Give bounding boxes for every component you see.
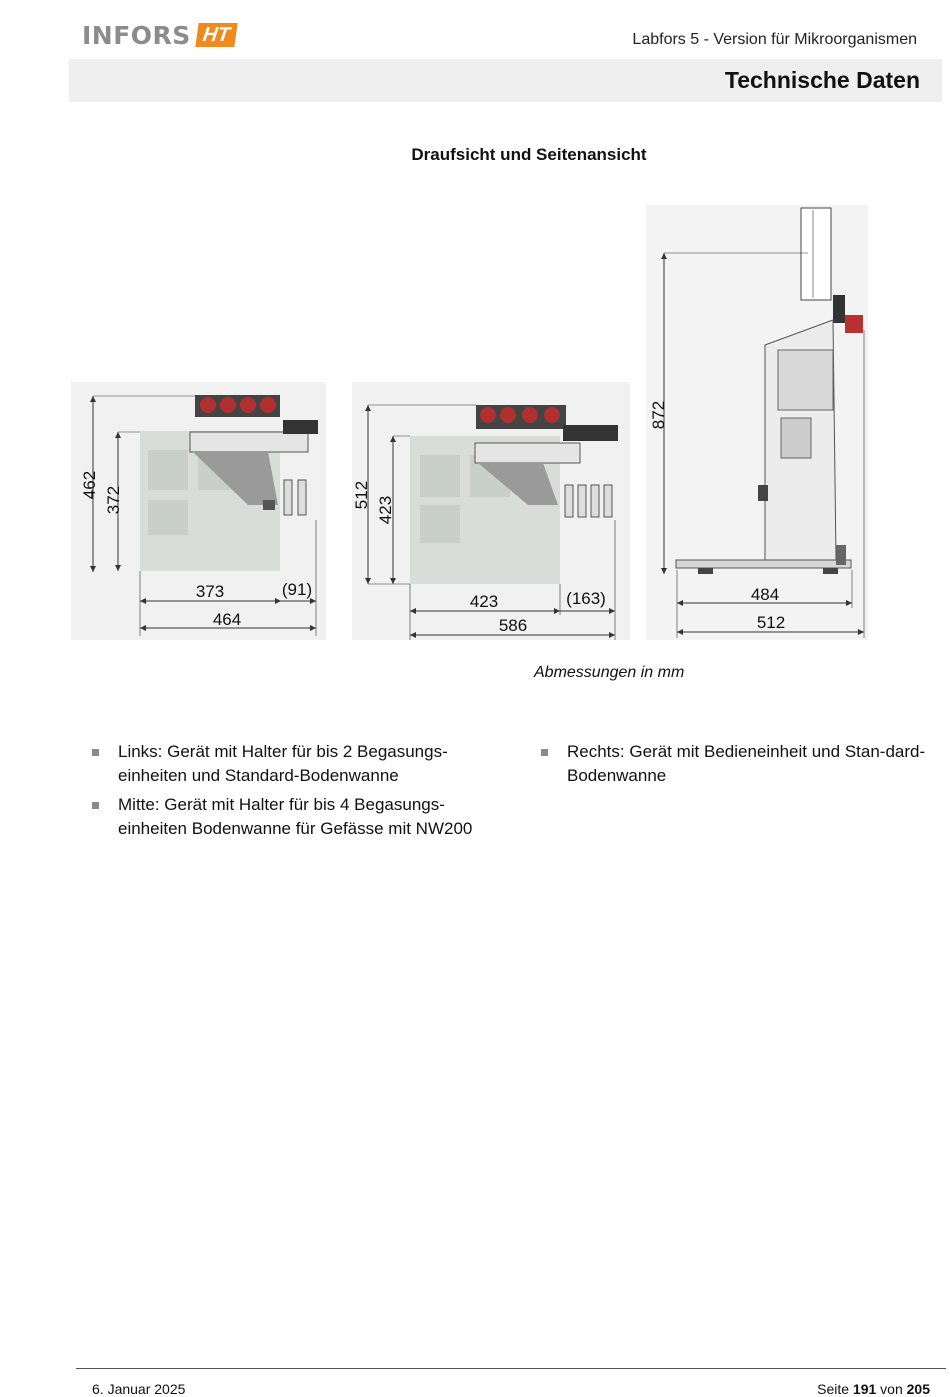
left-height-outer: 462 — [80, 470, 99, 500]
middle-height-inner: 423 — [376, 495, 395, 525]
figure-caption: Abmessungen in mm — [534, 664, 685, 681]
right-width-total: 512 — [756, 613, 786, 632]
page-mid: von — [880, 1381, 903, 1397]
middle-width-base: 423 — [469, 592, 499, 611]
left-width-total: 464 — [212, 610, 242, 629]
bullet-square-icon — [541, 749, 548, 756]
list-item-text: Mitte: Gerät mit Halter für bis 4 Begasungs-einheiten Bodenwanne für Gefässe mit NW200 — [118, 795, 473, 838]
bullet-square-icon — [92, 749, 99, 756]
page-current: 191 — [852, 1381, 877, 1397]
bullet-square-icon — [92, 802, 99, 809]
right-height-total: 872 — [649, 400, 668, 430]
bullet-list-right — [529, 740, 929, 793]
logo-text: INFORS — [82, 20, 191, 50]
footer-divider — [76, 1368, 946, 1369]
document-title: Labfors 5 - Version für Mikroorganismen — [632, 31, 917, 48]
list-item-text: Rechts: Gerät mit Bedieneinheit und Stan-dard-Bodenwanne — [567, 742, 926, 785]
page-prefix: Seite — [817, 1381, 850, 1397]
list-item-text: Links: Gerät mit Halter für bis 2 Begasungs-einheiten und Standard-Bodenwanne — [118, 742, 448, 785]
bullet-list-left — [80, 740, 480, 846]
section-title: Technische Daten — [724, 67, 920, 93]
footer-page-number — [817, 1381, 930, 1397]
page-total: 205 — [906, 1381, 930, 1397]
middle-width-extra: (163) — [566, 589, 606, 608]
middle-width-total: 586 — [498, 616, 528, 635]
left-height-inner: 372 — [104, 485, 123, 515]
list-item — [529, 740, 929, 788]
left-width-extra: (91) — [281, 580, 313, 599]
logo-ht-badge: HT — [195, 23, 237, 47]
left-width-base: 373 — [195, 582, 225, 601]
section-header-bar — [69, 59, 942, 102]
dimension-drawings — [68, 200, 868, 645]
list-item — [80, 740, 480, 788]
right-width-base: 484 — [750, 585, 780, 604]
middle-height-outer: 512 — [352, 480, 371, 510]
footer-date: 6. Januar 2025 — [92, 1381, 186, 1397]
right-device-drawing — [646, 205, 868, 640]
infors-logo — [82, 20, 235, 50]
figure-title: Draufsicht und Seitenansicht — [411, 145, 647, 164]
list-item — [80, 793, 480, 841]
